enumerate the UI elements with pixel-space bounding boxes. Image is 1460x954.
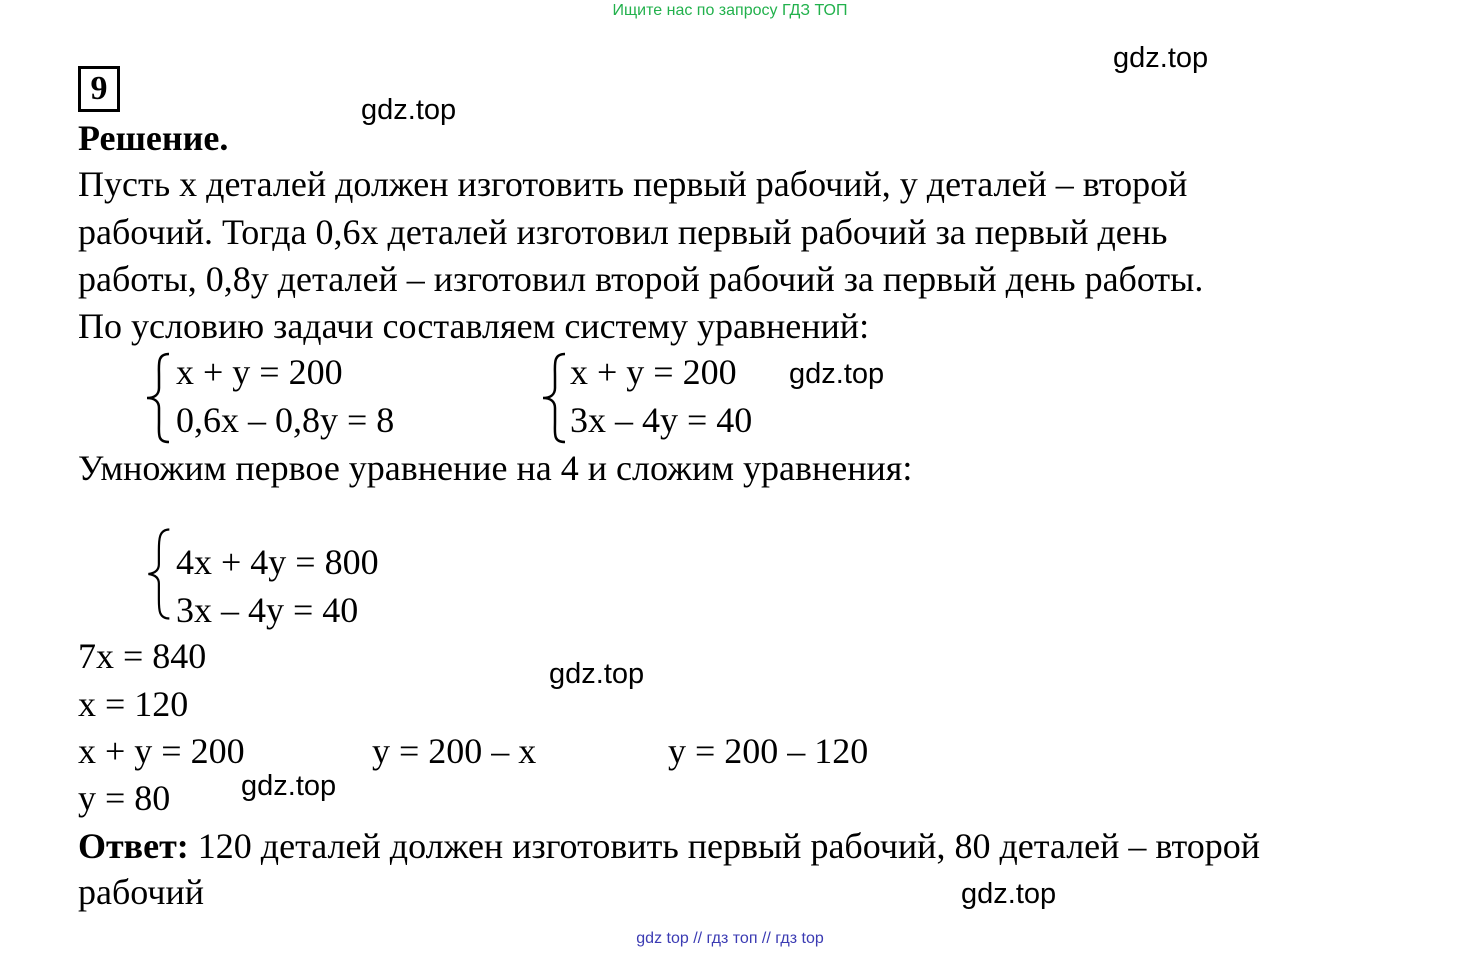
step-line: y = 80 — [78, 778, 171, 818]
top-banner[interactable]: Ищите нас по запросу ГДЗ ТОП — [612, 2, 848, 19]
step-line: x = 120 — [78, 684, 189, 724]
paragraph-line: Пусть x деталей должен изготовить первый рабочий, y деталей – второй — [78, 164, 1188, 204]
paragraph-line: работы, 0,8y деталей – изготовил второй рабочий за первый день работы. — [78, 259, 1204, 299]
step-line: y = 200 – x — [372, 731, 537, 771]
system2-eq1: x + y = 200 — [570, 352, 737, 392]
answer-line-2: рабочий — [78, 872, 204, 912]
step-line: 7x = 840 — [78, 636, 207, 676]
task-number: 9 — [78, 66, 120, 112]
watermark: gdz.top — [549, 658, 645, 690]
watermark: gdz.top — [961, 878, 1057, 910]
watermark: gdz.top — [241, 770, 337, 802]
answer-text: 120 деталей должен изготовить первый рабочий, 80 деталей – второй — [188, 826, 1261, 866]
answer-line — [78, 828, 1260, 864]
watermark: gdz.top — [361, 94, 457, 126]
system-brace — [143, 350, 173, 446]
system2-eq2: 3x – 4y = 40 — [570, 400, 753, 440]
system1-eq2: 0,6x – 0,8y = 8 — [176, 400, 395, 440]
step-line: y = 200 – 120 — [668, 731, 869, 771]
solution-heading: Решение. — [78, 118, 229, 158]
system-brace — [539, 350, 569, 446]
watermark: gdz.top — [789, 358, 885, 390]
step-line: x + y = 200 — [78, 731, 245, 771]
system-brace — [143, 526, 173, 622]
system3-eq2: 3x – 4y = 40 — [176, 590, 359, 630]
paragraph-line: По условию задачи составляем систему уравнений: — [78, 306, 870, 346]
paragraph-line: рабочий. Тогда 0,6x деталей изготовил первый рабочий за первый день — [78, 212, 1168, 252]
system1-eq1: x + y = 200 — [176, 352, 343, 392]
multiply-instruction: Умножим первое уравнение на 4 и сложим уравнения: — [78, 448, 913, 488]
answer-label: Ответ: — [78, 826, 189, 866]
system3-eq1: 4x + 4y = 800 — [176, 542, 379, 582]
watermark: gdz.top — [1113, 42, 1209, 74]
footer-links[interactable]: gdz top // гдз топ // гдз top — [636, 930, 824, 947]
